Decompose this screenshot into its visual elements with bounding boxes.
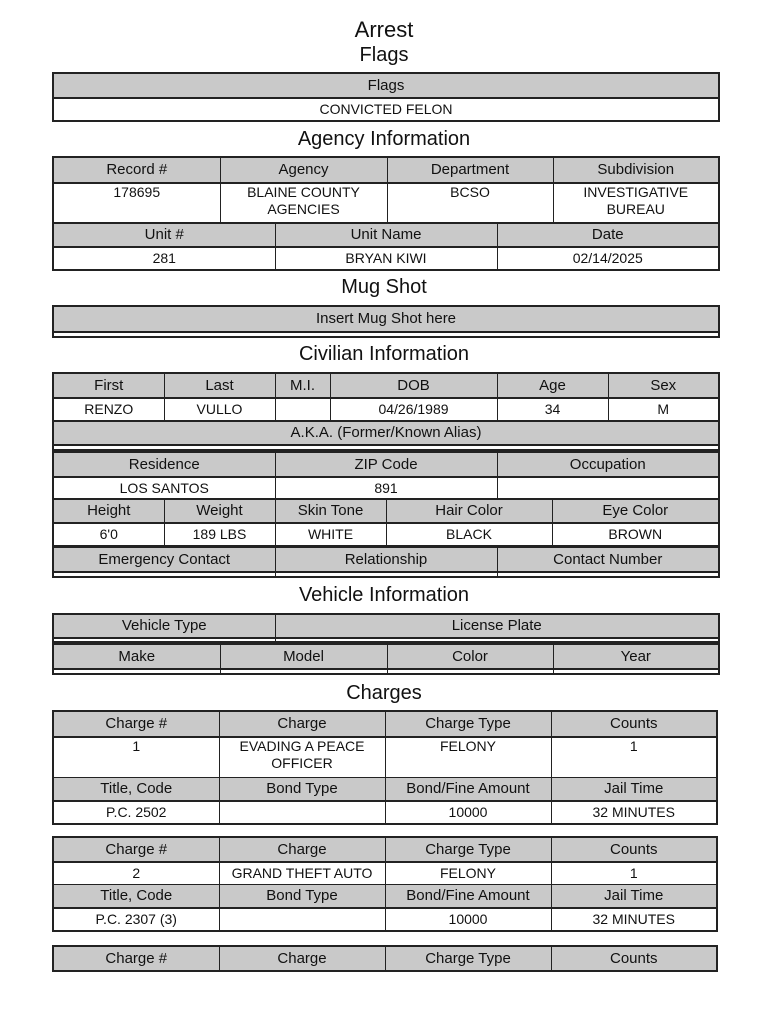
age-value: 34: [497, 398, 608, 421]
department-header: Department: [387, 157, 553, 183]
charge-value: EVADING A PEACE OFFICER: [219, 737, 385, 777]
contact-number-header: Contact Number: [497, 547, 719, 572]
residence-header: Residence: [53, 452, 275, 477]
sex-value: M: [608, 398, 719, 421]
charge-header: Charge: [219, 946, 385, 971]
last-name-value: VULLO: [164, 398, 275, 421]
age-header: Age: [497, 373, 608, 398]
year-value: [553, 669, 719, 674]
jail-time-header: Jail Time: [551, 884, 717, 908]
flags-section-title: Flags: [359, 44, 409, 66]
agency-header: Agency: [220, 157, 387, 183]
middle-initial-value: [275, 398, 330, 421]
unit-name-value: BRYAN KIWI: [275, 247, 497, 270]
zip-code-value: 891: [275, 477, 497, 500]
charge-type-header: Charge Type: [385, 711, 551, 737]
title-code-header: Title, Code: [53, 777, 219, 801]
residence-table: [52, 451, 720, 501]
mug-shot-placeholder: Insert Mug Shot here: [53, 306, 719, 332]
record-number-header: Record #: [53, 157, 220, 183]
mug-shot-section-title: Mug Shot: [341, 276, 427, 298]
flags-value: CONVICTED FELON: [53, 98, 719, 121]
bond-fine-amount-value: 10000: [385, 908, 551, 931]
charge-number-header: Charge #: [53, 837, 219, 862]
residence-value: LOS SANTOS: [53, 477, 275, 500]
counts-value: 1: [551, 737, 717, 777]
relationship-value: [275, 572, 497, 577]
charge-number-header: Charge #: [53, 946, 219, 971]
make-value: [53, 669, 220, 674]
mug-shot-area: [53, 332, 719, 337]
department-value: BCSO: [387, 183, 553, 223]
charge-type-value: FELONY: [385, 737, 551, 777]
charge-number-value: 1: [53, 737, 219, 777]
charges-section-title: Charges: [346, 682, 422, 704]
charge-2-table: [52, 836, 718, 932]
model-header: Model: [220, 644, 387, 669]
flags-header: Flags: [53, 73, 719, 98]
bond-fine-amount-header: Bond/Fine Amount: [385, 777, 551, 801]
charge-type-value: FELONY: [385, 862, 551, 884]
vehicle-type-value: [53, 638, 275, 642]
eye-color-header: Eye Color: [552, 499, 719, 523]
aka-value: [53, 445, 719, 450]
charge-value: GRAND THEFT AUTO: [219, 862, 385, 884]
vehicle-details-table: [52, 643, 720, 675]
mug-shot-table: [52, 305, 720, 338]
bond-fine-amount-value: 10000: [385, 801, 551, 824]
contact-number-value: [497, 572, 719, 577]
dob-header: DOB: [330, 373, 497, 398]
vehicle-section-title: Vehicle Information: [298, 584, 470, 606]
sex-header: Sex: [608, 373, 719, 398]
vehicle-type-header: Vehicle Type: [53, 614, 275, 638]
last-name-header: Last: [164, 373, 275, 398]
counts-header: Counts: [551, 711, 717, 737]
jail-time-value: 32 MINUTES: [551, 801, 717, 824]
flags-table: [52, 72, 720, 122]
model-value: [220, 669, 387, 674]
bond-type-value: [219, 801, 385, 824]
charge-type-header: Charge Type: [385, 946, 551, 971]
page-title: Arrest: [354, 17, 414, 42]
hair-color-value: BLACK: [386, 523, 552, 546]
first-name-value: RENZO: [53, 398, 164, 421]
license-plate-value: [275, 638, 719, 642]
year-header: Year: [553, 644, 719, 669]
aka-header: A.K.A. (Former/Known Alias): [53, 421, 719, 445]
weight-value: 189 LBS: [164, 523, 275, 546]
weight-header: Weight: [164, 499, 275, 523]
occupation-header: Occupation: [497, 452, 719, 477]
skin-tone-header: Skin Tone: [275, 499, 386, 523]
counts-value: 1: [551, 862, 717, 884]
date-value: 02/14/2025: [497, 247, 719, 270]
unit-number-value: 281: [53, 247, 275, 270]
unit-name-header: Unit Name: [275, 223, 497, 247]
civilian-section-title: Civilian Information: [298, 343, 470, 365]
dob-value: 04/26/1989: [330, 398, 497, 421]
first-name-header: First: [53, 373, 164, 398]
date-header: Date: [497, 223, 719, 247]
charge-number-value: 2: [53, 862, 219, 884]
charge-3-table: [52, 945, 718, 972]
vehicle-type-table: [52, 613, 720, 643]
jail-time-header: Jail Time: [551, 777, 717, 801]
agency-table: [52, 156, 720, 224]
height-value: 6'0: [53, 523, 164, 546]
height-header: Height: [53, 499, 164, 523]
title-code-header: Title, Code: [53, 884, 219, 908]
jail-time-value: 32 MINUTES: [551, 908, 717, 931]
aka-table: [52, 420, 720, 451]
bond-fine-amount-header: Bond/Fine Amount: [385, 884, 551, 908]
charge-number-header: Charge #: [53, 711, 219, 737]
subdivision-header: Subdivision: [553, 157, 719, 183]
skin-tone-value: WHITE: [275, 523, 386, 546]
zip-code-header: ZIP Code: [275, 452, 497, 477]
counts-header: Counts: [551, 946, 717, 971]
relationship-header: Relationship: [275, 547, 497, 572]
subdivision-value: INVESTIGATIVE BUREAU: [553, 183, 719, 223]
civilian-name-table: [52, 372, 720, 422]
make-header: Make: [53, 644, 220, 669]
record-number-value: 178695: [53, 183, 220, 223]
bond-type-value: [219, 908, 385, 931]
hair-color-header: Hair Color: [386, 499, 552, 523]
unit-table: [52, 222, 720, 271]
physical-table: [52, 498, 720, 547]
charge-header: Charge: [219, 711, 385, 737]
agency-section-title: Agency Information: [297, 128, 471, 150]
emergency-contact-value: [53, 572, 275, 577]
license-plate-header: License Plate: [275, 614, 719, 638]
title-code-value: P.C. 2502: [53, 801, 219, 824]
emergency-contact-header: Emergency Contact: [53, 547, 275, 572]
agency-value: BLAINE COUNTY AGENCIES: [220, 183, 387, 223]
title-code-value: P.C. 2307 (3): [53, 908, 219, 931]
charge-type-header: Charge Type: [385, 837, 551, 862]
occupation-value: [497, 477, 719, 500]
emergency-contact-table: [52, 546, 720, 578]
counts-header: Counts: [551, 837, 717, 862]
color-value: [387, 669, 553, 674]
unit-number-header: Unit #: [53, 223, 275, 247]
eye-color-value: BROWN: [552, 523, 719, 546]
bond-type-header: Bond Type: [219, 884, 385, 908]
bond-type-header: Bond Type: [219, 777, 385, 801]
middle-initial-header: M.I.: [275, 373, 330, 398]
charge-header: Charge: [219, 837, 385, 862]
color-header: Color: [387, 644, 553, 669]
charge-1-table: [52, 710, 718, 825]
